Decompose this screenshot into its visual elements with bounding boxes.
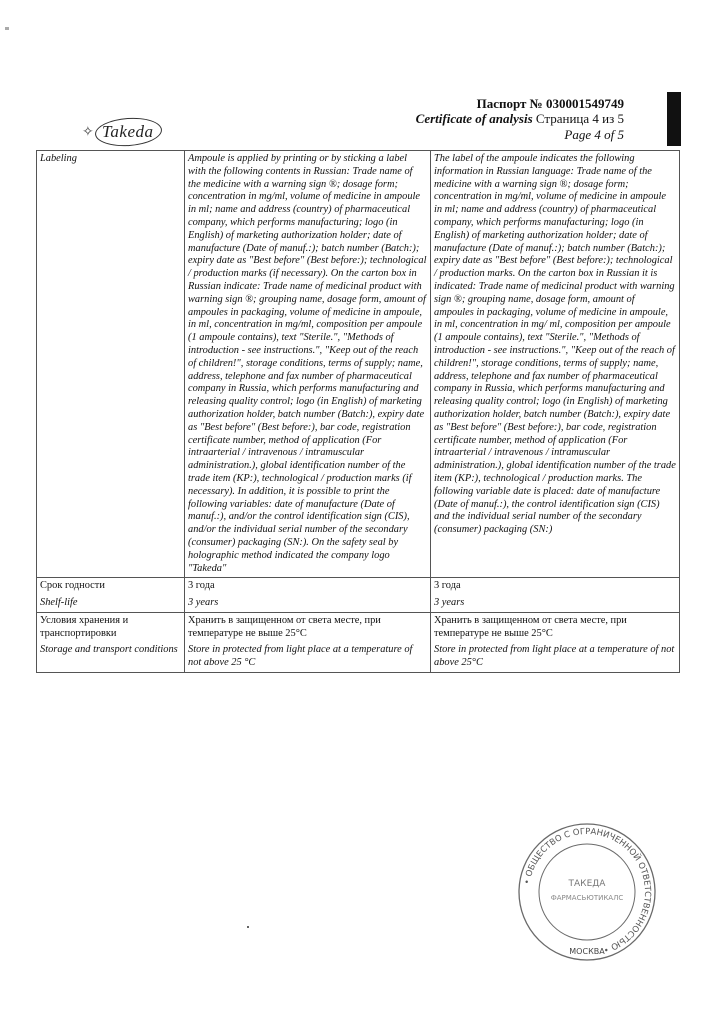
certificate-line (416, 111, 624, 127)
shelf-life-name-cell (37, 578, 185, 613)
labeling-col2-text: Ampoule is applied by printing or by sticking a label with the following contents in Russian: Trade name of the medicine with a warning sign ®; dosage form; concentration in mg/ml, volume of medicine in ampoule in ml; name and address (country) of pharmaceutical company, which performs manufacturing; logo (in English) of marketing authorization holder; date of manufacture (Date of manuf.:); batch number (Batch:); expiry date as "Best before" (Best before:); technological / production marks (if necessary). On the carton box in Russian indicate: Trade name of medicinal product with warning sign ®; grouping name, dosage form, amount of ampoules in packaging, volume of medicine in ampoule, in ml, concentration in mg/ml, composition per ampoule (1 ampoule contains), text "Sterile.", "Methods of introduction - see instructions.", "Keep out of the reach of children!", storage conditions, terms of supply; name, address, telephone and fax number of pharmaceutical company in Russia, which performs manufacturing and releasing quality control; logo (in English) of marketing authorization holder, batch number (Batch:), expiry date as "Best before" (Best before:), bar code, registration certificate number, method of application (For intraarterial / intravenous / intramuscular administration.), global identification number of the trade item (KP:), technological / production marks (if necessary). In addition, it is possible to print the following variables: date of manufacture (Date of manuf.:), and/or the control identification sign (CIS), and/or the individual serial number of the secondary (consumer) packaging (SN:). On the safety seal by holographic method indicated the company logo "Takeda" (188, 153, 427, 574)
table-row-labeling (37, 151, 680, 578)
black-margin-bar (667, 92, 681, 146)
page-ru: Страница 4 из 5 (535, 111, 624, 126)
scan-speck (247, 926, 249, 928)
table-row-storage (37, 612, 680, 672)
shelf-life-col3-ru: 3 года (434, 580, 461, 592)
company-stamp (512, 822, 662, 962)
storage-col2 (185, 612, 431, 672)
labeling-col2 (185, 151, 431, 578)
shelf-life-col3-en: 3 years (434, 597, 465, 609)
storage-col2-ru: Хранить в защищенном от света месте, при температуре не выше 25°С (188, 614, 381, 639)
scan-mark (5, 27, 9, 30)
shelf-life-name-en: Shelf-life (40, 597, 78, 609)
storage-name-en: Storage and transport conditions (40, 644, 178, 656)
storage-name-ru: Условия хранения и транспортировки (40, 614, 129, 639)
storage-col3-ru: Хранить в защищенном от света месте, при температуре не выше 25°С (434, 614, 627, 639)
shelf-life-name-ru: Срок годности (40, 580, 105, 592)
labeling-name-cell (37, 151, 185, 578)
storage-name-cell (37, 612, 185, 672)
page-en: Page 4 of 5 (564, 127, 624, 142)
stamp-ring-text: • ОБЩЕСТВО С ОГРАНИЧЕННОЙ ОТВЕТСТВЕННОСТЬЮ • (522, 826, 653, 955)
stamp-center-line2: ФАРМАСЬЮТИКАЛС (550, 894, 624, 902)
certificate-table (36, 150, 680, 673)
storage-col3-en: Store in protected from light place at a temperature of not above 25°C (434, 644, 675, 669)
stamp-inner-ring (539, 844, 635, 940)
shelf-life-col2-ru: 3 года (188, 580, 215, 592)
shelf-life-col2-en: 3 years (188, 597, 219, 609)
shelf-life-col2 (185, 578, 431, 613)
takeda-logo (40, 58, 154, 141)
labeling-name-en: Labeling (40, 153, 77, 164)
labeling-col3-text: The label of the ampoule indicates the following information in Russian language: Trade name of the medicine with a warning sign ®; dosage form; concentration in mg/ml, volume of medicine in ampoule in ml; name and address (country) of pharmaceutical company, which performs manufacturing; logo (in English) of marketing authorization holder; date of manufacture (Date of manuf.:); batch number (Batch:); expiry date as "Best before" (Best before:); technological / production marks. On the carton box in Russian it is indicated: Trade name of medicinal product with warning sign ®; grouping name, dosage form, amount of ampoules in packaging, volume of medicine in ampoule, in ml, concentration in mg/ ml, composition per ampoule (1 ampoule contains), text "Sterile.", "Methods of introduction - see instructions.", "Keep out of the reach of children!", storage conditions, terms of supply; name, address, telephone and fax number of pharmaceutical company in Russia, which performs manufacturing and releasing quality control; logo (in English) of marketing authorization holder, batch number (Batch:), expiry date as "Best before" (Best before:), bar code, registration certificate number, method of application (For intraarterial / intravenous / intramuscular administration.), global identification number of the trade item (KP:), technological / production marks. The following variable date is placed: date of manufacture (Date of manuf.:), the control identification sign (CIS) and the individual serial number of the secondary (consumer) packaging (SN:) (434, 153, 676, 536)
shelf-life-col3 (431, 578, 680, 613)
logo-mark-icon: ✧ (82, 125, 94, 140)
storage-col2-en: Store in protected from light place at a temperature of not above 25 °C (188, 644, 413, 669)
stamp-center-line1: ТАКЕДА (568, 879, 606, 889)
logo-text: Takeda (102, 122, 154, 141)
stamp-city: МОСКВА (569, 947, 605, 956)
storage-col3 (431, 612, 680, 672)
passport-number: Паспорт № 030001549749 (476, 96, 624, 111)
table-row-shelf-life (37, 578, 680, 613)
labeling-col3 (431, 151, 680, 578)
certificate-label: Certificate of analysis (415, 111, 533, 126)
